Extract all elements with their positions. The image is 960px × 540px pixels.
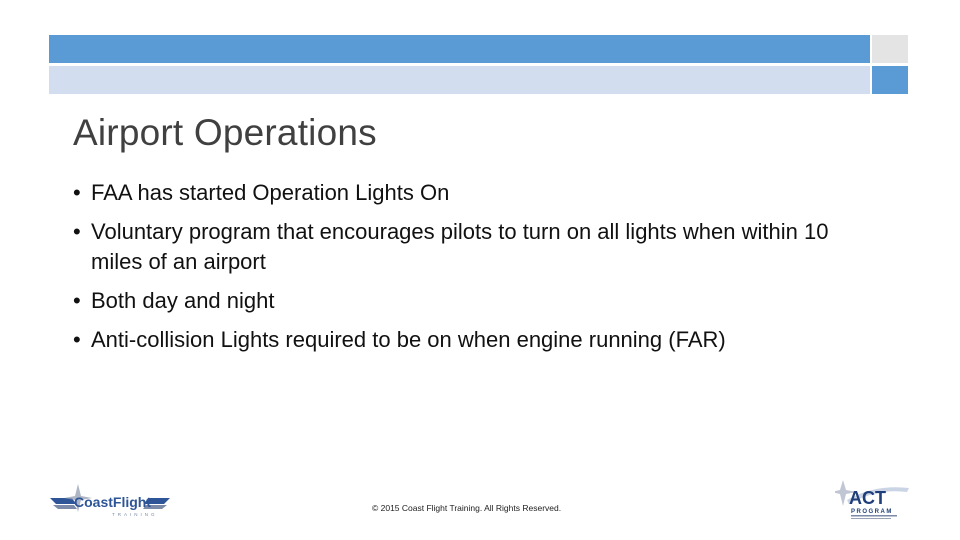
copyright-footer: © 2015 Coast Flight Training. All Rights Reserved. [372,503,562,513]
logo-right-text: ACT [849,488,886,508]
slide-title: Airport Operations [73,112,377,153]
act-program-logo [835,478,915,520]
logo-left-text: CoastFlight [74,494,151,510]
bullet-item: • Voluntary program that encourages pilots to turn on all lights when within 10 miles of an airport [73,217,873,277]
bullet-item: • FAA has started Operation Lights On [73,178,873,208]
bullet-list [73,178,873,364]
header-bar-top [49,35,870,63]
coast-flight-logo [50,478,170,520]
bullet-item: • Both day and night [73,286,873,316]
logo-left-subtext: TRAINING [112,512,158,517]
header-bar-bottom-side [872,66,908,94]
logo-right-subtext: PROGRAM [851,509,893,515]
header-bar-top-side [872,35,908,63]
bullet-item: • Anti-collision Lights required to be on when engine running (FAR) [73,325,873,355]
header-bar-bottom [49,66,870,94]
